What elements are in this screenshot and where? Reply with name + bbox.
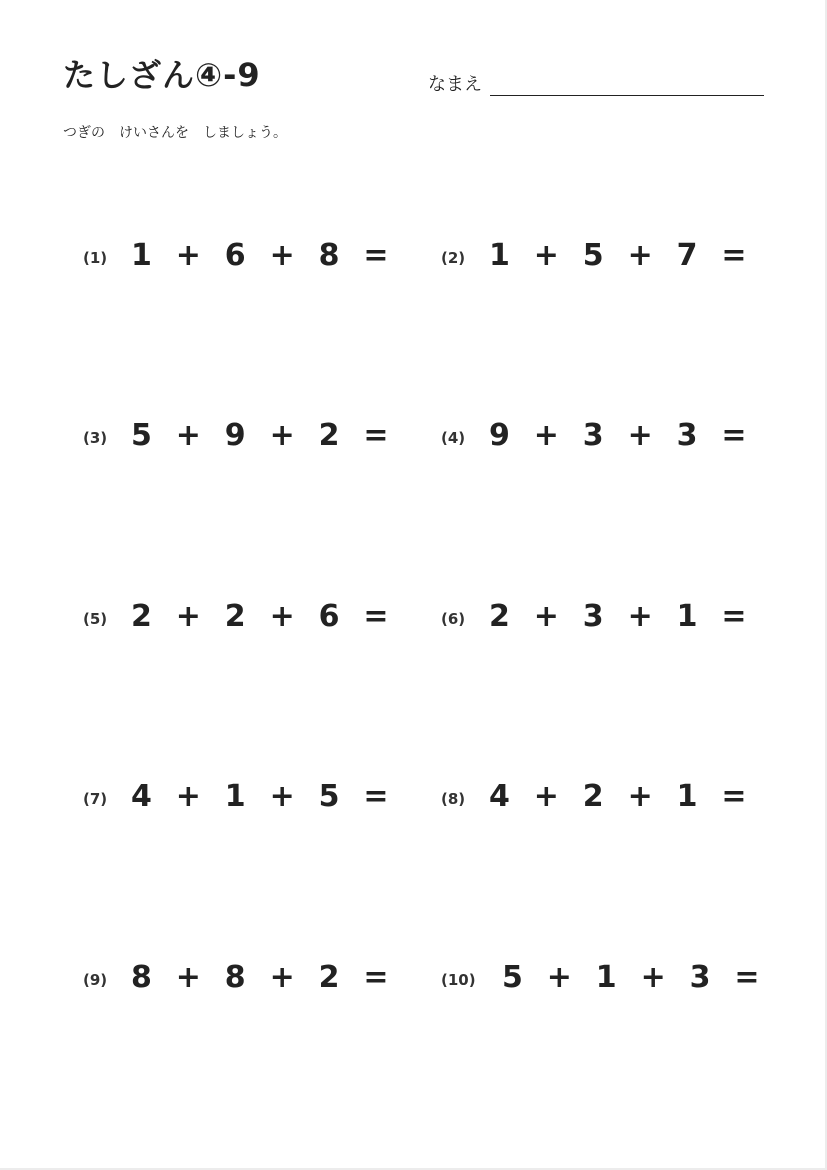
plus-sign: + <box>269 599 296 634</box>
problem-number: (8) <box>441 790 466 808</box>
operand-c: 5 <box>318 779 341 814</box>
operand-c: 3 <box>689 960 712 995</box>
operand-c: 7 <box>676 238 699 273</box>
problem-number: (3) <box>83 429 108 447</box>
problem-number: (10) <box>441 971 476 989</box>
plus-sign: + <box>175 779 202 814</box>
operand-a: 5 <box>131 418 153 453</box>
equals-sign: = <box>734 960 761 995</box>
plus-sign: + <box>533 779 560 814</box>
problem-item <box>83 779 403 819</box>
equals-sign: = <box>363 960 390 995</box>
instruction-text: つぎの けいさんを しましょう。 <box>63 125 287 141</box>
operand-a: 4 <box>131 779 153 814</box>
problem-expression <box>131 960 390 995</box>
plus-sign: + <box>175 238 202 273</box>
problem-item <box>441 418 761 458</box>
operand-b: 9 <box>224 418 247 453</box>
problem-expression <box>502 960 761 995</box>
plus-sign: + <box>627 238 654 273</box>
operand-a: 1 <box>489 238 511 273</box>
problem-expression <box>131 238 390 273</box>
plus-sign: + <box>627 599 654 634</box>
operand-a: 2 <box>489 599 511 634</box>
plus-sign: + <box>627 418 654 453</box>
problem-number: (4) <box>441 429 466 447</box>
plus-sign: + <box>269 238 296 273</box>
equals-sign: = <box>721 599 748 634</box>
name-write-line[interactable] <box>490 95 764 96</box>
equals-sign: = <box>363 779 390 814</box>
equals-sign: = <box>363 238 390 273</box>
operand-c: 1 <box>676 779 699 814</box>
operand-a: 2 <box>131 599 153 634</box>
equals-sign: = <box>721 238 748 273</box>
plus-sign: + <box>269 960 296 995</box>
problem-expression <box>131 779 390 814</box>
plus-sign: + <box>533 418 560 453</box>
plus-sign: + <box>269 418 296 453</box>
problem-item <box>441 960 761 1000</box>
operand-c: 2 <box>318 960 341 995</box>
problem-expression <box>489 599 748 634</box>
problem-number: (2) <box>441 249 466 267</box>
operand-b: 3 <box>582 418 605 453</box>
plus-sign: + <box>175 599 202 634</box>
equals-sign: = <box>721 418 748 453</box>
problem-number: (9) <box>83 971 108 989</box>
operand-a: 8 <box>131 960 153 995</box>
plus-sign: + <box>627 779 654 814</box>
problem-expression <box>489 418 748 453</box>
plus-sign: + <box>533 238 560 273</box>
operand-b: 8 <box>224 960 247 995</box>
operand-b: 3 <box>582 599 605 634</box>
operand-c: 1 <box>676 599 699 634</box>
operand-a: 1 <box>131 238 153 273</box>
equals-sign: = <box>363 418 390 453</box>
operand-b: 6 <box>224 238 247 273</box>
plus-sign: + <box>546 960 573 995</box>
operand-b: 1 <box>595 960 618 995</box>
operand-b: 1 <box>224 779 247 814</box>
plus-sign: + <box>640 960 667 995</box>
problem-number: (7) <box>83 790 108 808</box>
plus-sign: + <box>269 779 296 814</box>
problem-number: (5) <box>83 610 108 628</box>
operand-c: 6 <box>318 599 341 634</box>
operand-b: 2 <box>224 599 247 634</box>
operand-a: 5 <box>502 960 524 995</box>
equals-sign: = <box>363 599 390 634</box>
plus-sign: + <box>533 599 560 634</box>
problem-item <box>83 418 403 458</box>
worksheet-title: たしざん④-9 <box>63 56 261 94</box>
equals-sign: = <box>721 779 748 814</box>
problem-item <box>83 599 403 639</box>
problem-expression <box>131 418 390 453</box>
operand-b: 5 <box>582 238 605 273</box>
name-label: なまえ <box>428 74 482 95</box>
problem-item <box>441 238 761 278</box>
problem-number: (6) <box>441 610 466 628</box>
operand-a: 9 <box>489 418 511 453</box>
problem-expression <box>489 779 748 814</box>
operand-c: 3 <box>676 418 699 453</box>
problem-item <box>83 960 403 1000</box>
operand-a: 4 <box>489 779 511 814</box>
operand-c: 8 <box>318 238 341 273</box>
problem-item <box>441 599 761 639</box>
plus-sign: + <box>175 960 202 995</box>
problem-number: (1) <box>83 249 108 267</box>
operand-b: 2 <box>582 779 605 814</box>
problem-item <box>441 779 761 819</box>
problem-expression <box>131 599 390 634</box>
problem-item <box>83 238 403 278</box>
problem-expression <box>489 238 748 273</box>
operand-c: 2 <box>318 418 341 453</box>
plus-sign: + <box>175 418 202 453</box>
